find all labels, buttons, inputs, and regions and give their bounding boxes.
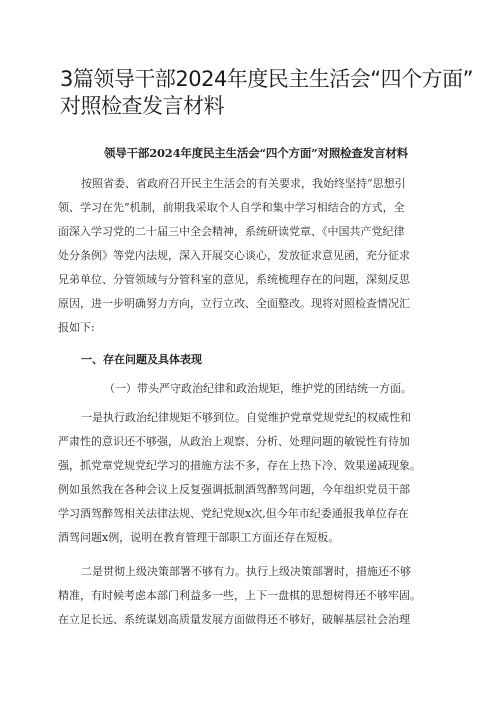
document-title [60, 66, 474, 120]
para1-line-5: 学习酒驾醉驾相关法律法规、党纪党规x次,但今年市纪委通报我单位存在 [58, 507, 409, 520]
para2-line-1: 二是贯彻上级决策部署不够有力。执行上级决策部署时，措施还不够 [81, 565, 411, 578]
document-subtitle: 领导干部2024年度民主生活会“四个方面”对照检查发言材料 [104, 146, 408, 160]
para2-line-2: 精准，有时候考虑本部门利益多一些，上下一盘棋的思想树得还不够牢固。 [58, 589, 421, 602]
intro-line-7: 报如下: [58, 321, 95, 334]
document-title-line-1: 3篇领导干部2024年度民主生活会“四个方面” [60, 67, 474, 91]
subsection-heading-1: （一）带头严守政治纪律和政治规矩，维护党的团结统一方面。 [104, 382, 412, 395]
intro-line-5: 兄弟单位、分管领域与分管科室的意见，系统梳理存在的问题，深刻反思 [58, 273, 410, 286]
intro-line-2: 领、学习在先”机制，前期我采取个人自学和集中学习相结合的方式，全 [58, 201, 405, 214]
para1-line-1: 一是执行政治纪律规矩不够到位。自觉维护党章党规党纪的权威性和 [81, 411, 411, 424]
intro-line-6: 原因，进一步明确努力方向，立行立改、全面整改。现将对照检查情况汇 [58, 297, 410, 310]
section-heading-1: 一、存在问题及具体表现 [81, 353, 202, 366]
para2-line-3: 在立足长远、系统谋划高质量发展方面做得还不够好，破解基层社会治理 [58, 613, 410, 626]
intro-line-1: 按照省委、省政府召开民主生活会的有关要求，我始终坚持“思想引 [81, 177, 406, 190]
para1-line-4: 例如虽然我在各种会议上反复强调抵制酒驾醉驾问题，今年组织党员干部 [58, 483, 410, 496]
document-title-line-2: 对照检查发言材料 [60, 94, 224, 118]
para1-line-2: 严肃性的意识还不够强，从政治上观察、分析、处理问题的敏锐性有待加 [58, 435, 410, 448]
intro-line-4: 处分条例》等党内法规，深入开展交心谈心，发放征求意见函，充分征求 [58, 249, 410, 262]
intro-line-3: 面深入学习党的二十届三中全会精神，系统研读党章、《中国共产党纪律 [58, 225, 405, 238]
para1-line-3: 强，抓党章党规党纪学习的措施方法不多，存在上热下冷、效果递减现象。 [58, 459, 421, 472]
para1-line-6: 酒驾问题x例，说明在教育管理干部职工方面还存在短板。 [58, 531, 340, 544]
